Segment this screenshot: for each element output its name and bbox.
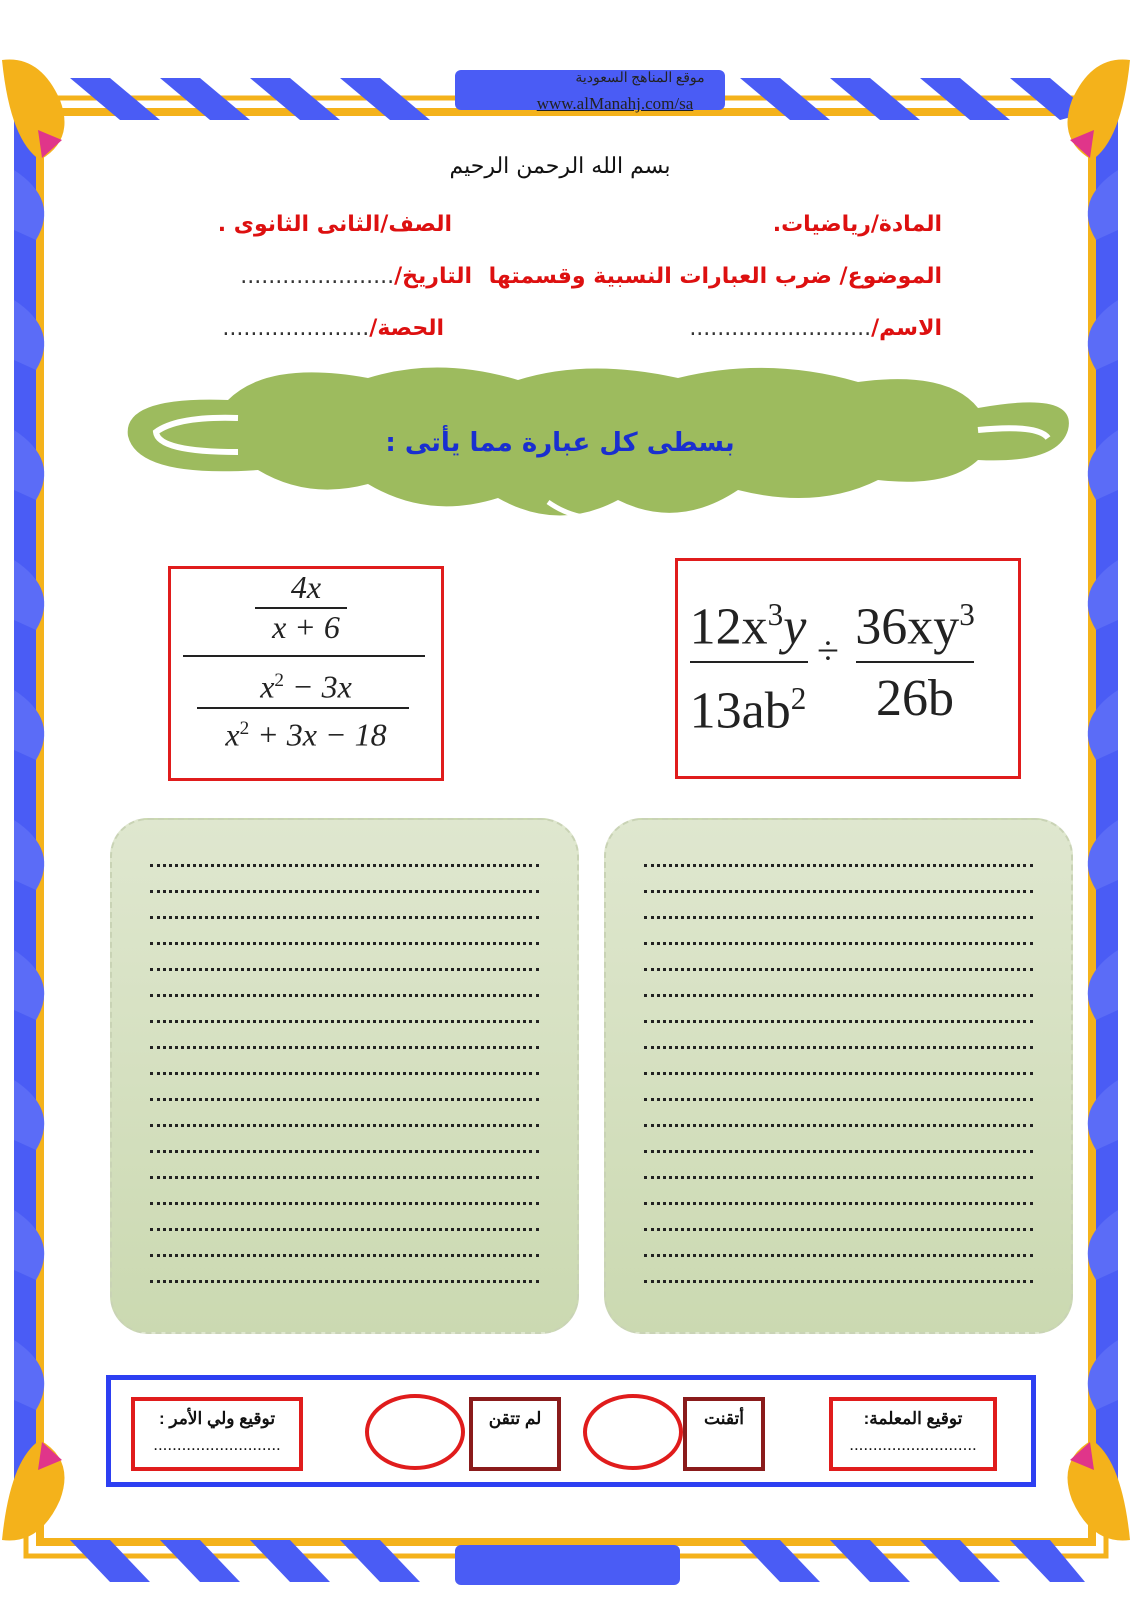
answer-line (150, 1072, 539, 1075)
teacher-signature-box[interactable] (829, 1397, 997, 1471)
answer-line (150, 1046, 539, 1049)
fraction-2-denominator: 26b (876, 670, 954, 727)
period-label: الحصة/ (369, 316, 444, 341)
answer-line (644, 1228, 1033, 1231)
problem-box-2 (168, 566, 444, 781)
date-label: التاريخ/ (394, 264, 472, 289)
answer-line (644, 1254, 1033, 1257)
site-url-link[interactable]: www.alManahj.com/sa (536, 94, 694, 113)
answer-line (150, 1228, 539, 1231)
answer-line (150, 1254, 539, 1257)
instruction-heading: بسطى كل عبارة مما يأتى : (385, 428, 735, 458)
main-fraction-bar (183, 655, 425, 657)
date-field (240, 264, 472, 289)
answer-line (150, 890, 539, 893)
name-label: الاسم/ (871, 316, 942, 341)
not-mastered-box (469, 1397, 561, 1471)
mastered-circle[interactable] (583, 1394, 683, 1470)
fraction-1-bar (690, 661, 808, 663)
parent-signature-label: توقيع ولي الأمر : (158, 1409, 276, 1428)
answer-line (150, 1176, 539, 1179)
date-dots: ...................... (240, 264, 395, 289)
parent-signature-box[interactable] (131, 1397, 303, 1471)
answer-area-left[interactable] (110, 818, 579, 1334)
answer-line (644, 1202, 1033, 1205)
answer-line (644, 916, 1033, 919)
answer-line (150, 1150, 539, 1153)
teacher-signature-label: توقيع المعلمة: (863, 1409, 963, 1428)
answer-line (644, 1098, 1033, 1101)
answer-line (644, 1124, 1033, 1127)
not-mastered-circle[interactable] (365, 1394, 465, 1470)
answer-line (644, 1020, 1033, 1023)
mastered-label: أتقنت (704, 1409, 744, 1428)
answer-line (644, 1072, 1033, 1075)
fraction-2-bar (856, 661, 974, 663)
answer-line (644, 1280, 1033, 1283)
answer-line (150, 942, 539, 945)
parent-signature-dots: ........................... (153, 1435, 281, 1454)
problem-box-1 (675, 558, 1021, 779)
answer-line (150, 1020, 539, 1023)
period-dots: ..................... (222, 316, 370, 341)
answer-line (644, 994, 1033, 997)
answer-line (150, 994, 539, 997)
site-name: موقع المناهج السعودية (575, 71, 705, 86)
answer-line (644, 968, 1033, 971)
answer-line (644, 864, 1033, 867)
answer-line (150, 1202, 539, 1205)
subject-label: المادة/رياضيات. (772, 212, 942, 237)
name-field (689, 316, 942, 341)
answer-line (644, 1046, 1033, 1049)
answer-line (150, 864, 539, 867)
answer-line (644, 1176, 1033, 1179)
fraction-1-numerator: $12x^3y$ (689, 597, 807, 656)
topic-label: الموضوع/ ضرب العبارات النسبية وقسمتها (488, 264, 942, 289)
fraction-1-denominator: $13ab^2$ (689, 681, 807, 740)
answer-line (150, 916, 539, 919)
name-dots: .......................... (689, 316, 872, 341)
bottom-fraction-denominator: $x^2 + 3x - 18$ (225, 716, 387, 753)
assessment-footer (106, 1375, 1036, 1487)
basmala-calligraphy: بسم الله الرحمن الرحيم (449, 154, 671, 179)
answer-line (150, 1124, 539, 1127)
division-operator: ÷ (817, 628, 839, 673)
period-field (222, 316, 444, 341)
grade-label: الصف/الثانى الثانوى . (217, 212, 452, 237)
answer-line (644, 1150, 1033, 1153)
teacher-signature-dots: ........................... (849, 1435, 977, 1454)
answer-area-right[interactable] (604, 818, 1073, 1334)
top-fraction-numerator: 4x (290, 569, 322, 605)
top-fraction-denominator: x + 6 (272, 609, 340, 645)
answer-line (150, 1280, 539, 1283)
fraction-2-numerator: $36xy^3$ (855, 597, 975, 656)
not-mastered-label: لم تتقن (488, 1409, 542, 1428)
answer-line (150, 968, 539, 971)
answer-line (644, 890, 1033, 893)
bottom-fraction-numerator: $x^2 - 3x$ (260, 668, 352, 705)
answer-line (150, 1098, 539, 1101)
answer-line (644, 942, 1033, 945)
mastered-box (683, 1397, 765, 1471)
